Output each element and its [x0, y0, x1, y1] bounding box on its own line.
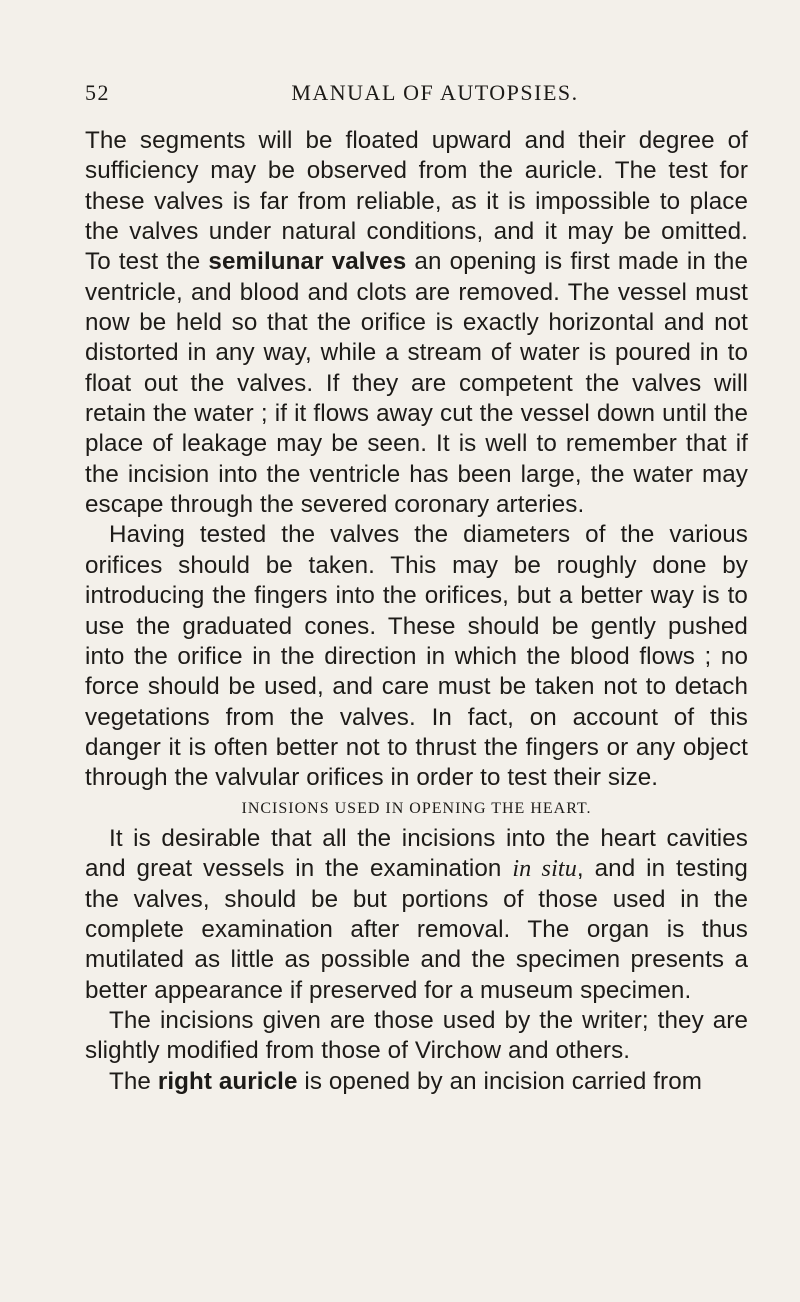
section-heading: INCISIONS USED IN OPENING THE HEART.: [241, 799, 592, 817]
body-text: [85, 126, 748, 1097]
paragraph-text: an opening is first made in the ventricle, and blood and clots are removed. The vessel must now be held so that the orifice is exactly horizontal and not distorted in any way, while a stream of water is poured in to float out the valves. If they are competent the valves will retain the water ; if it flows away cut the vessel down until the place of leakage may be seen. It is well to remember that if the incision into the ventricle has been large, the water may escape through the severed coronary arteries.: [85, 248, 748, 519]
paragraph-text: The: [109, 1067, 158, 1095]
paragraph-incisions-source: [85, 1006, 748, 1067]
paragraph-text: The segments will be floated upward and their degree of sufficiency may be observed from the auricle. The test for these valves is far from reliable, as it is impossible to place the valves under natural conditions, and it may be omitted. To test the: [85, 127, 748, 276]
running-title: MANUAL OF AUTOPSIES.: [291, 80, 579, 105]
paragraph-text: , and in testing the valves, should be but portions of those used in the complete examination after removal. The organ is thus mutilated as little as possible and the specimen presents a better appearance if preserved for a museum specimen.: [85, 855, 748, 1004]
paragraph-text: The incisions given are those used by the writer; they are slightly modified from those of Virchow and others.: [85, 1006, 748, 1065]
bold-term-semilunar-valves: semilunar valves: [208, 248, 407, 276]
italic-term-in-situ: in situ: [512, 855, 577, 883]
paragraph-incisions-in-situ: [85, 824, 748, 1006]
paragraph-right-auricle: [85, 1067, 748, 1097]
page-number: 52: [85, 80, 110, 105]
paragraph-text: It is desirable that all the incisions into the heart cavities and great vessels in the examination: [85, 824, 748, 883]
bold-term-right-auricle: right auricle: [157, 1067, 298, 1095]
paragraph-orifice-diameters: [85, 520, 748, 793]
running-head: [85, 80, 745, 108]
paragraph-semilunar-test: [85, 126, 748, 520]
paragraph-text: Having tested the valves the diameters of the various orifices should be taken. This may be roughly done by introducing the fingers into the orifices, but a better way is to use the graduated cones. These should be gently pushed into the orifice in the direction in which the blood flows ; no force should be used, and care must be taken not to detach vegetations from the valves. In fact, on account of this danger it is often better not to thrust the fingers or any object through the valvular orifices in order to test their size.: [85, 521, 748, 792]
paragraph-text: is opened by an incision carried from: [297, 1067, 703, 1095]
